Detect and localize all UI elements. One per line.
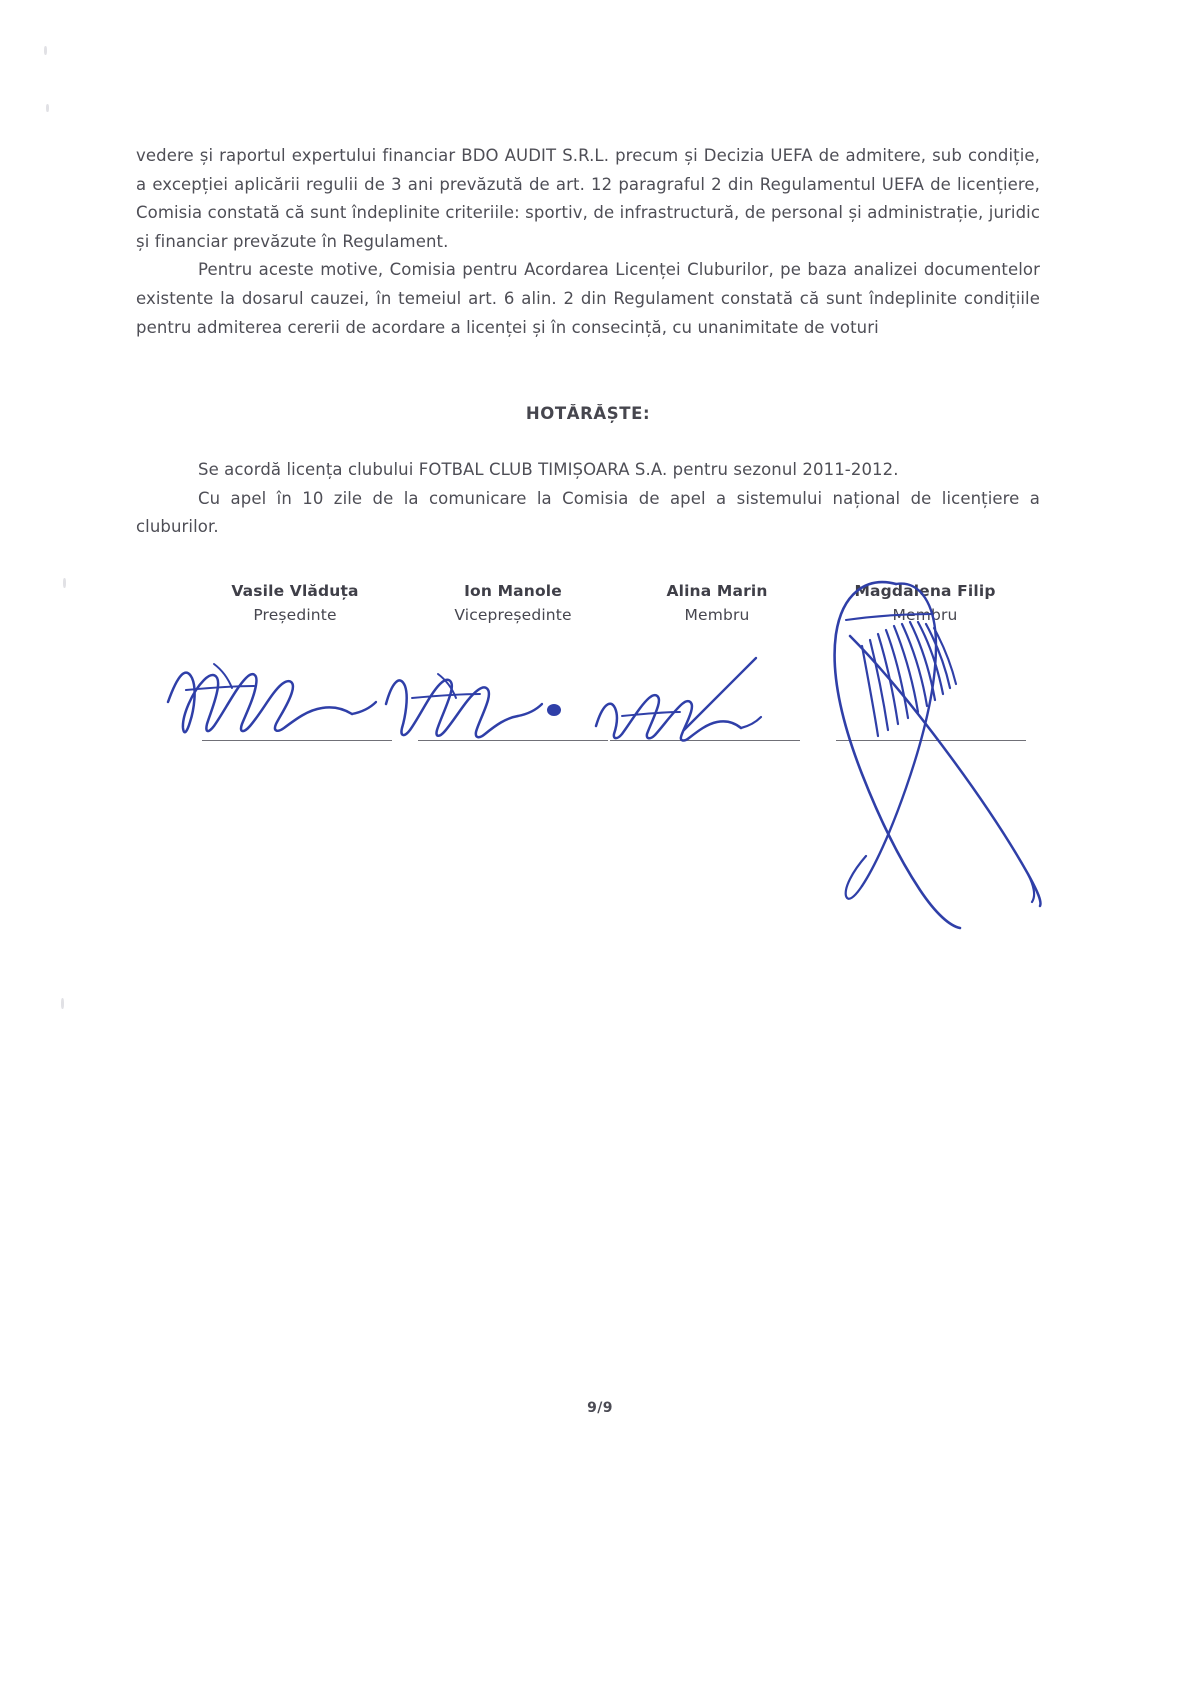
- signature-line: [202, 740, 392, 741]
- signatory-role: Vicepreședinte: [454, 606, 572, 624]
- handwritten-signature: [372, 648, 642, 758]
- signature-column-vice-president: [398, 582, 628, 624]
- scan-speck: [63, 578, 66, 588]
- dispositive-license-grant: Se acordă licența clubului FOTBAL CLUB TIMIȘOARA S.A. pentru sezonul 2011-2012.: [198, 460, 899, 479]
- signatory-role: Membru: [892, 606, 958, 624]
- signature-line: [610, 740, 800, 741]
- document-text-body: [136, 142, 1040, 537]
- signatory-name: Magdalena Filip: [854, 582, 996, 600]
- signature-column-member-2: [810, 582, 1040, 624]
- scan-speck: [61, 998, 64, 1009]
- signature-column-president: [180, 582, 410, 624]
- signature-block: [136, 582, 1040, 942]
- page-number: 9/9: [587, 1400, 613, 1416]
- signature-column-member-1: [602, 582, 832, 624]
- dispositive-section: [136, 456, 1040, 542]
- scan-speck: [44, 46, 47, 55]
- signatory-role: Membru: [684, 606, 750, 624]
- handwritten-signature: [156, 644, 426, 754]
- signature-line: [418, 740, 608, 741]
- signatory-name: Ion Manole: [464, 582, 562, 600]
- signatory-role: Președinte: [253, 606, 337, 624]
- paragraph-motives: Pentru aceste motive, Comisia pentru Acordarea Licenței Cluburilor, pe baza analizei documentelor existente la dosarul cauzei, în temeiul art. 6 alin. 2 din Regulament constată că sunt îndeplinite condițiile pentru admiterea cererii de acordare a licenței și în consecință, cu unanimitate de voturi: [136, 260, 1040, 337]
- dispositive-appeal-notice: Cu apel în 10 zile de la comunicare la Comisia de apel a sistemului național de licențiere a cluburilor.: [136, 488, 1040, 537]
- signature-line: [836, 740, 1026, 741]
- signatory-name: Alina Marin: [666, 582, 768, 600]
- scan-speck: [46, 104, 49, 112]
- decision-heading: HOTĂRĂȘTE:: [525, 404, 651, 423]
- paragraph-considerations: vedere și raportul expertului financiar BDO AUDIT S.R.L. precum și Decizia UEFA de admitere, sub condiție, a excepției aplicării regulii de 3 ani prevăzută de art. 12 paragraful 2 din Regulamentul UEFA de licențiere, Comisia constată că sunt îndeplinite criteriile: sportiv, de infrastructură, de personal și administrație, juridic și financiar prevăzute în Regulament.: [136, 146, 1040, 251]
- signatory-name: Vasile Vlăduța: [231, 582, 359, 600]
